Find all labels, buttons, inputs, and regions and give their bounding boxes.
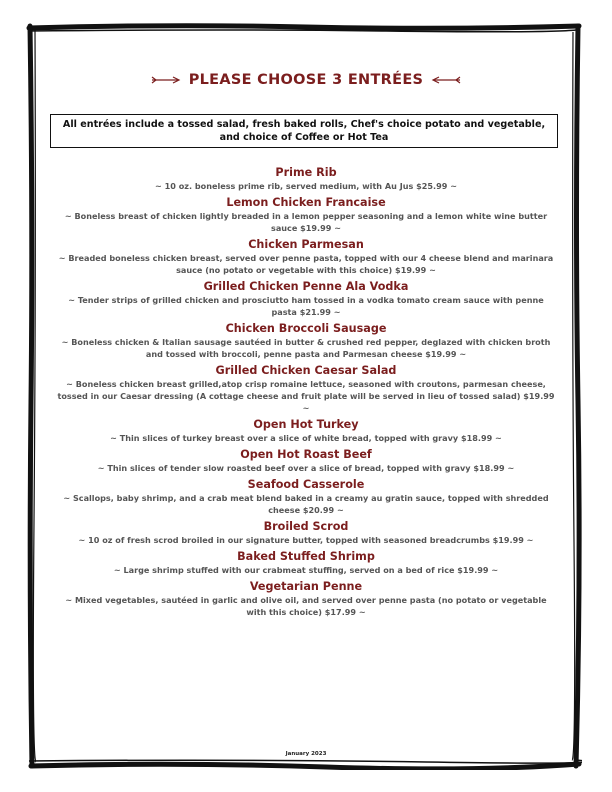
menu-item-name: Open Hot Turkey (253, 418, 359, 431)
menu-list (56, 166, 556, 622)
menu-item (56, 580, 556, 618)
menu-item-name: Chicken Broccoli Sausage (225, 322, 387, 335)
menu-item-description: ~ Boneless chicken & Italian sausage sautéed in butter & crushed red pepper, deglazed with chicken broth and tossed with broccoli, penne pasta and Parmesan cheese $19.99 ~ (61, 337, 551, 359)
entree-notice-box (50, 114, 558, 148)
menu-item-name: Vegetarian Penne (249, 580, 363, 593)
menu-item (56, 448, 556, 474)
title-row (0, 72, 612, 88)
menu-item-description: ~ Breaded boneless chicken breast, served over penne pasta, topped with our 4 cheese blend and marinara sauce (no potato or vegetable with this choice) $19.99 ~ (58, 253, 554, 275)
menu-item-description: ~ 10 oz. boneless prime rib, served medium, with Au Jus $25.99 ~ (155, 181, 457, 191)
menu-item-name: Prime Rib (275, 166, 337, 179)
menu-item-name: Grilled Chicken Caesar Salad (215, 364, 397, 377)
menu-item-description: ~ Large shrimp stuffed with our crabmeat stuffing, served on a bed of rice $19.99 ~ (113, 565, 499, 575)
arrow-right-icon (151, 75, 181, 85)
page-title: PLEASE CHOOSE 3 ENTRÉES (188, 72, 424, 88)
menu-item-description: ~ Boneless chicken breast grilled,atop crisp romaine lettuce, seasoned with croutons, parmesan cheese, tossed in our Caesar dressing (A cottage cheese and fruit plate will be served in lieu of tossed salad) $19.99 ~ (57, 379, 555, 413)
arrow-left-icon (431, 75, 461, 85)
menu-item (56, 418, 556, 444)
menu-item-name: Broiled Scrod (263, 520, 349, 533)
menu-item-name: Baked Stuffed Shrimp (237, 550, 375, 563)
menu-item-description: ~ Boneless breast of chicken lightly breaded in a lemon pepper seasoning and a lemon white wine butter sauce $19.99 ~ (64, 211, 548, 233)
menu-item (56, 478, 556, 516)
footer-date: January 2023 (285, 751, 327, 757)
menu-item-description: ~ Scallops, baby shrimp, and a crab meat blend baked in a creamy au gratin sauce, topped with shredded cheese $20.99 ~ (63, 493, 549, 515)
menu-item-description: ~ Tender strips of grilled chicken and prosciutto ham tossed in a vodka tomato cream sauce with penne pasta $21.99 ~ (68, 295, 544, 317)
menu-item-description: ~ 10 oz of fresh scrod broiled in our signature butter, topped with seasoned breadcrumbs $19.99 ~ (78, 535, 534, 545)
entree-notice-text: All entrées include a tossed salad, fresh baked rolls, Chef's choice potato and vegetable, and choice of Coffee or Hot Tea (62, 119, 546, 143)
menu-item (56, 238, 556, 276)
menu-item-name: Grilled Chicken Penne Ala Vodka (203, 280, 409, 293)
menu-item (56, 322, 556, 360)
menu-item-description: ~ Thin slices of turkey breast over a slice of white bread, topped with gravy $18.99 ~ (110, 433, 502, 443)
menu-item-name: Lemon Chicken Francaise (226, 196, 386, 209)
menu-item-description: ~ Thin slices of tender slow roasted beef over a slice of bread, topped with gravy $18.99 ~ (97, 463, 515, 473)
menu-item (56, 280, 556, 318)
menu-item-name: Chicken Parmesan (248, 238, 364, 251)
menu-item-description: ~ Mixed vegetables, sautéed in garlic and olive oil, and served over penne pasta (no potato or vegetable with this choice) $17.99 ~ (65, 595, 547, 617)
menu-item (56, 166, 556, 192)
menu-item-name: Seafood Casserole (247, 478, 365, 491)
menu-item (56, 196, 556, 234)
menu-item-name: Open Hot Roast Beef (240, 448, 372, 461)
menu-item (56, 520, 556, 546)
menu-item (56, 364, 556, 414)
menu-item (56, 550, 556, 576)
